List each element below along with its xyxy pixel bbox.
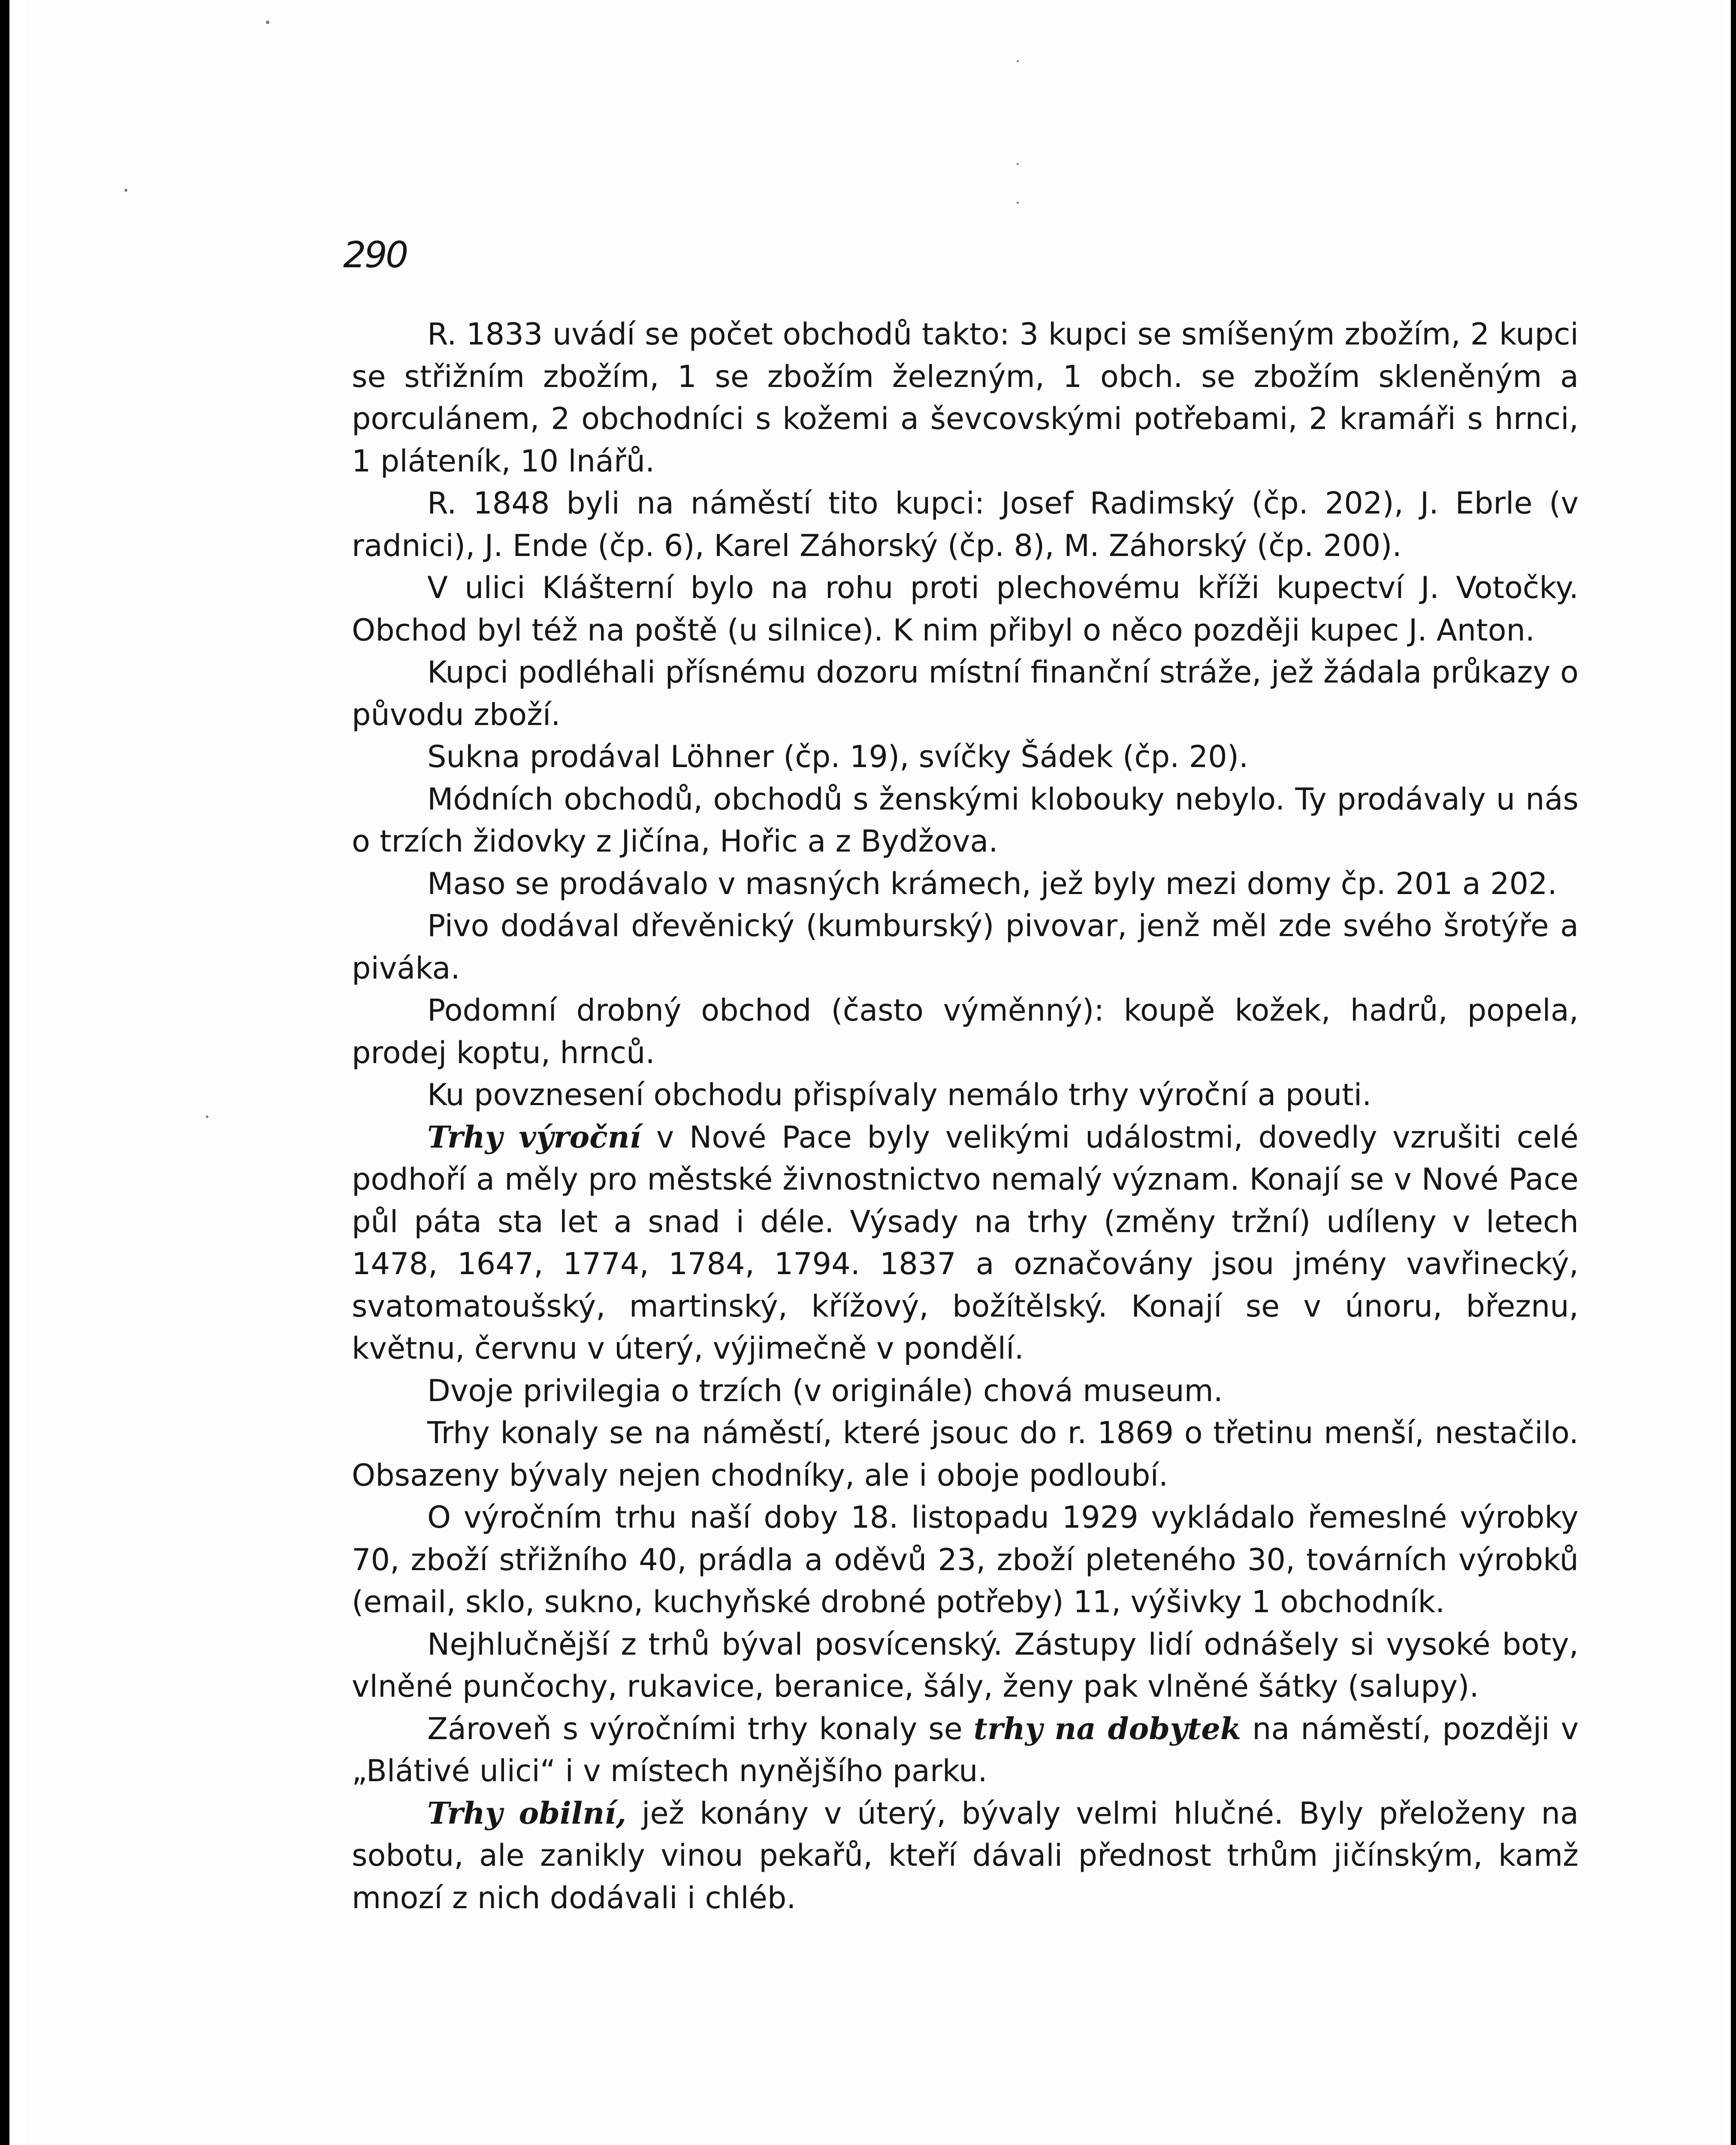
paragraph: Podomní drobný obchod (často výměnný): koupě kožek, hadrů, popela, prodej koptu, hrnců.: [352, 993, 1579, 1070]
paragraph: Sukna prodával Löhner (čp. 19), svíčky Šádek (čp. 20).: [427, 739, 1249, 774]
scan-speck: [1017, 60, 1019, 62]
paragraph: Dvoje privilegia o trzích (v originále) chová museum.: [427, 1373, 1223, 1408]
paragraph-text: na náměstí, později v „Blátivé ulici“ i v místech nynějšího parku.: [352, 1711, 1579, 1789]
paragraph: Trhy konaly se na náměstí, které jsouc do r. 1869 o třetinu menší, nestačilo. Obsazeny bývaly nejen chodníky, ale i oboje podloubí.: [352, 1415, 1579, 1493]
scan-speck: [1017, 202, 1019, 204]
paragraph: [352, 1116, 1579, 1370]
paragraph: R. 1833 uvádí se počet obchodů takto: 3 kupci se smíšeným zbožím, 2 kupci se střižním zbožím, 1 se zbožím železným, 1 obch. se zbožím skleněným a porculánem, 2 obchodníci s kožemi a ševcovskými potřebami, 2 kramáři s hrnci, 1 pláteník, 10 lnářů.: [352, 317, 1579, 479]
paragraph: [352, 1792, 1579, 1919]
paragraph: R. 1848 byli na náměstí tito kupci: Josef Radimský (čp. 202), J. Ebrle (v radnici), J. Ende (čp. 6), Karel Záhorský (čp. 8), M. Záhorský (čp. 200).: [352, 486, 1579, 563]
page-number: 290: [343, 234, 407, 276]
paragraph: Nejhlučnější z trhů býval posvícenský. Zástupy lidí odnášely si vysoké boty, vlněné punčochy, rukavice, beranice, šály, ženy pak vlněné šátky (salupy).: [352, 1626, 1579, 1704]
paragraph: O výročním trhu naší doby 18. listopadu 1929 vykládalo řemeslné výrobky 70, zboží střižního 40, prádla a oděvů 23, zboží pleteného 30, továrních výrobků (email, sklo, sukno, kuchyňské drobné potřeby) 11, výšivky 1 obchodník.: [352, 1500, 1579, 1619]
paragraph: Maso se prodávalo v masných krámech, jež byly mezi domy čp. 201 a 202.: [427, 866, 1557, 901]
book-page: [26, 0, 1724, 2145]
scan-border-left: [0, 0, 9, 2145]
paragraph: [352, 1708, 1579, 1792]
emphasis-term: Trhy výroční: [427, 1119, 641, 1155]
scan-speck: [206, 1115, 208, 1118]
paragraph: Kupci podléhali přísnému dozoru místní finanční stráže, jež žádala průkazy o původu zboží.: [352, 655, 1579, 732]
paragraph-text: v Nové Pace byly velikými událostmi, dovedly vzrušiti celé podhoří a měly pro městské živnostnictvo nemalý význam. Konají se v Nové Pace půl páta sta let a snad i déle. Výsady na trhy (změny tržní) udíleny v letech 1478, 1647, 1774, 1784, 1794. 1837 a označovány jsou jmény vavřinecký, svatomatoušský, martinský, křížový, božítělský. Konají se v únoru, březnu, květnu, červnu v úterý, výjimečně v pondělí.: [352, 1119, 1579, 1366]
scan-speck: [1017, 163, 1019, 165]
emphasis-term: Trhy obilní,: [427, 1795, 627, 1831]
paragraph-text: jež konány v úterý, bývaly velmi hlučné. Byly přeloženy na sobotu, ale zanikly vinou pekařů, kteří dávali přednost trhům jičínským, kamž mnozí z nich dodávali i chléb.: [352, 1795, 1579, 1915]
paragraph: Pivo dodával dřevěnický (kumburský) pivovar, jenž měl zde svého šrotýře a piváka.: [352, 908, 1579, 986]
paragraph: Módních obchodů, obchodů s ženskými klobouky nebylo. Ty prodávaly u nás o trzích židovky z Jičína, Hořic a z Bydžova.: [352, 781, 1579, 859]
paragraph: Ku povznesení obchodu přispívaly nemálo trhy výroční a pouti.: [427, 1077, 1372, 1112]
scan-border-right: [1731, 0, 1736, 2145]
body-text: [352, 313, 1579, 1919]
paragraph-text: Zároveň s výročními trhy konaly se: [427, 1711, 974, 1746]
scan-speck: [124, 189, 127, 192]
emphasis-term: trhy na dobytek: [973, 1710, 1241, 1746]
paragraph: V ulici Klášterní bylo na rohu proti plechovému kříži kupectví J. Votočky. Obchod byl též na poště (u silnice). K nim přibyl o něco později kupec J. Anton.: [352, 570, 1579, 648]
scan-speck: [266, 21, 269, 24]
